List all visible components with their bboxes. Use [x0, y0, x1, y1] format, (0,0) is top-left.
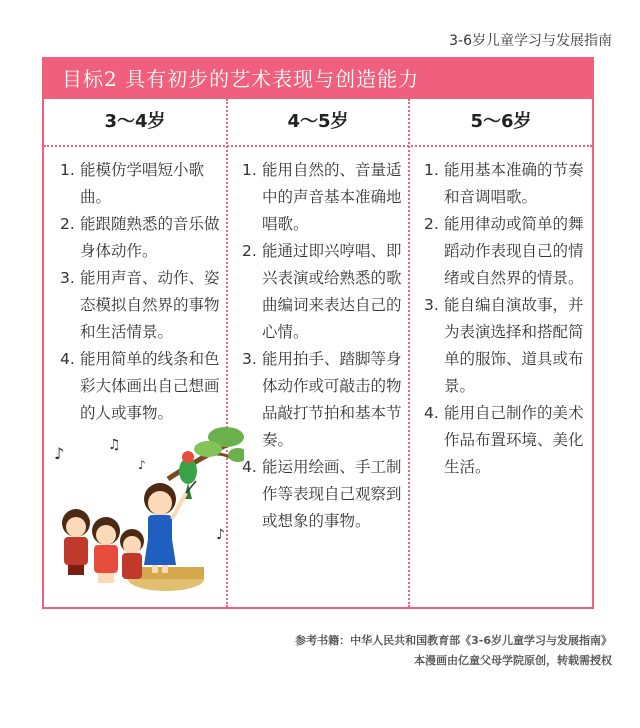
- reference-note: 参考书籍：中华人民共和国教育部《3-6岁儿童学习与发展指南》: [295, 634, 612, 647]
- item-number: 4.: [60, 350, 75, 368]
- item-text: 能用自然的、音量适中的声音基本准确地唱歌。: [262, 161, 402, 233]
- item-number: 1.: [242, 161, 257, 179]
- svg-text:♪: ♪: [216, 527, 225, 543]
- goal-table: [42, 57, 594, 609]
- list-item: [242, 238, 410, 346]
- item-number: 2.: [424, 215, 439, 233]
- column-5-6: [424, 157, 592, 481]
- item-number: 1.: [60, 161, 75, 179]
- list-item: [424, 157, 592, 211]
- item-text: 能用拍手、踏脚等身体动作或可敲击的物品敲打节拍和基本节奏。: [262, 350, 402, 449]
- item-number: 3.: [424, 296, 439, 314]
- list-item: [424, 292, 592, 400]
- svg-text:♪: ♪: [138, 458, 146, 472]
- item-text: 能通过即兴哼唱、即兴表演或给熟悉的歌曲编词来表达自己的心情。: [262, 242, 402, 341]
- column-4-5: [242, 157, 410, 535]
- list-item: [242, 157, 410, 238]
- list-item: [60, 157, 228, 211]
- item-number: 3.: [60, 269, 75, 287]
- list-item: [60, 265, 228, 346]
- children-choir-illustration: [48, 419, 244, 605]
- item-text: 能用简单的线条和色彩大体画出自己想画的人或事物。: [80, 350, 220, 422]
- list-item: [60, 211, 228, 265]
- svg-text:♫: ♫: [108, 437, 121, 453]
- item-number: 4.: [242, 458, 257, 476]
- item-number: 3.: [242, 350, 257, 368]
- list-item: [424, 400, 592, 481]
- goal-title-bar: 目标2 具有初步的艺术表现与创造能力: [44, 59, 592, 99]
- item-number: 2.: [242, 242, 257, 260]
- age-header-5-6: 5～6岁: [470, 111, 532, 132]
- item-text: 能自编自演故事，并为表演选择和搭配简单的服饰、道具或布景。: [444, 296, 584, 395]
- item-text: 能运用绘画、手工制作等表现自己观察到或想象的事物。: [262, 458, 402, 530]
- svg-text:♪: ♪: [54, 444, 65, 463]
- column-3-4: [60, 157, 228, 427]
- item-text: 能用基本准确的节奏和音调唱歌。: [444, 161, 584, 206]
- item-text: 能用自己制作的美术作品布置环境、美化生活。: [444, 404, 584, 476]
- item-text: 能用声音、动作、姿态模拟自然界的事物和生活情景。: [80, 269, 220, 341]
- list-item: [242, 346, 410, 454]
- list-item: [242, 454, 410, 535]
- item-text: 能跟随熟悉的音乐做身体动作。: [80, 215, 220, 260]
- item-number: 4.: [424, 404, 439, 422]
- age-header-3-4: 3～4岁: [104, 111, 166, 132]
- list-item: [424, 211, 592, 292]
- item-text: 能用律动或简单的舞蹈动作表现自己的情绪或自然界的情景。: [444, 215, 584, 287]
- age-header-4-5: 4～5岁: [287, 111, 349, 132]
- item-number: 2.: [60, 215, 75, 233]
- header-divider: [44, 145, 592, 147]
- document-header-title: 3-6岁儿童学习与发展指南: [449, 33, 612, 49]
- copyright-note: 本漫画由亿童父母学院原创，转载需授权: [414, 654, 612, 667]
- item-number: 1.: [424, 161, 439, 179]
- item-text: 能模仿学唱短小歌曲。: [80, 161, 205, 206]
- list-item: [60, 346, 228, 427]
